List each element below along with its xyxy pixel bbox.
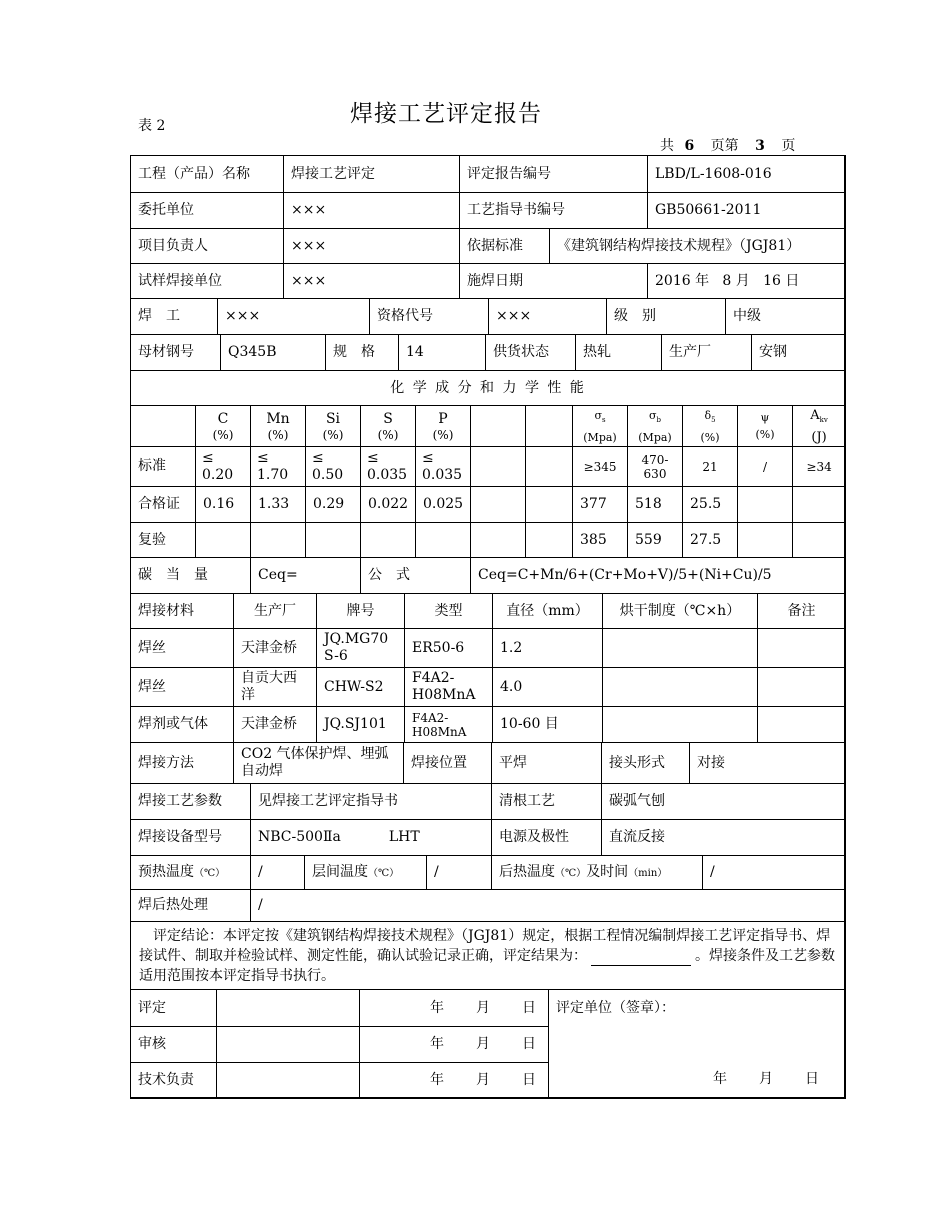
consumable-row-2-material: 焊丝 [131, 668, 234, 707]
certificate-mn: 1.33 [251, 487, 306, 523]
conclusion-cell [131, 922, 846, 990]
evaluation-unit-date [713, 1071, 819, 1088]
params-label: 焊接工艺参数 [131, 784, 251, 820]
certificate-impact [793, 487, 846, 523]
retest-yield: 385 [573, 523, 628, 558]
retest-elongation: 27.5 [683, 523, 738, 558]
unit-label: 试样焊接单位 [131, 264, 284, 299]
signoff-review-signature[interactable] [217, 1027, 360, 1063]
consumables-header-type: 类型 [405, 594, 493, 629]
cert-code-value: ××× [489, 299, 607, 335]
params-value: 见焊接工艺评定指导书 [251, 784, 492, 820]
unit-value: ××× [284, 264, 460, 299]
basis-value: 《建筑钢结构焊接技术规程》（JGJ81） [550, 229, 846, 264]
retest-si [306, 523, 361, 558]
tech-year: 年 [430, 1072, 444, 1088]
chem-mech-table [130, 370, 846, 558]
unit-month: 月 [759, 1071, 773, 1087]
page-count-prefix: 共 [660, 138, 674, 154]
elongation-header [683, 406, 738, 447]
standard-c [196, 447, 251, 487]
level-value: 中级 [726, 299, 846, 335]
welder-value: ××× [218, 299, 370, 335]
postheat-time-unit: （min） [628, 867, 668, 879]
evaluate-day: 日 [522, 999, 536, 1016]
conclusion-result-blank[interactable] [591, 951, 691, 966]
certificate-s: 0.022 [361, 487, 416, 523]
postheat-label-text: 后热温度 [499, 863, 555, 880]
certificate-reduction [738, 487, 793, 523]
consumable-row-2-remark [758, 668, 846, 707]
consumables-header-diameter: 直径（mm） [493, 594, 603, 629]
standard-c-leq: ≤ [202, 449, 214, 466]
retest-tensile: 559 [628, 523, 683, 558]
consumable-row-2-type: F4A2-H08MnA [405, 668, 493, 707]
consumable-row-1-brand: JQ.MG70S-6 [317, 629, 405, 668]
certificate-tensile: 518 [628, 487, 683, 523]
retest-c [196, 523, 251, 558]
method-value: CO2 气体保护焊、埋弧自动焊 [234, 743, 404, 784]
consumable-row-2-maker: 自贡大西洋 [234, 668, 317, 707]
cert-code-label: 资格代号 [370, 299, 489, 335]
sigma-s-unit: (Mpa) [583, 430, 617, 444]
backgouge-value: 碳弧气刨 [602, 784, 846, 820]
psi-unit: (%) [755, 428, 775, 441]
carbon-equivalent-value: Ceq= [251, 558, 361, 594]
signoff-tech-label: 技术负责 [131, 1063, 217, 1099]
standard-mn [251, 447, 306, 487]
wps-no-value: GB50661-2011 [648, 193, 846, 229]
postheat-label [492, 856, 703, 890]
sigma-b-symbol: σ [649, 408, 657, 422]
review-day: 日 [522, 1036, 536, 1052]
certificate-yield: 377 [573, 487, 628, 523]
consumable-row-3-maker: 天津金桥 [234, 707, 317, 743]
retest-mn [251, 523, 306, 558]
position-label: 焊接位置 [404, 743, 492, 784]
consumable-row-1-baking [603, 629, 758, 668]
retest-blank-2 [526, 523, 573, 558]
chem-header-si [306, 406, 361, 447]
position-value: 平焊 [492, 743, 602, 784]
steel-grade-value: Q345B [221, 335, 326, 371]
interpass-label-text: 层间温度 [312, 863, 368, 880]
certificate-row-label: 合格证 [131, 487, 196, 523]
preheat-value: / [251, 856, 305, 890]
impact-energy-header [793, 406, 846, 447]
supply-state-value: 热轧 [576, 335, 662, 371]
parameters-table [130, 783, 846, 856]
interpass-value: / [427, 856, 492, 890]
method-table [130, 742, 846, 784]
si-unit: (%) [322, 427, 344, 442]
info-table [130, 155, 846, 299]
reduction-area-header [738, 406, 793, 447]
retest-row-label: 复验 [131, 523, 196, 558]
supply-state-label: 供货状态 [486, 335, 576, 371]
tensile-strength-header [628, 406, 683, 447]
maker-value: 安钢 [752, 335, 846, 371]
signoff-review-date[interactable] [360, 1027, 549, 1063]
postheat-unit: （℃） [555, 867, 587, 879]
certificate-si: 0.29 [306, 487, 361, 523]
page-number: 3 [755, 138, 765, 154]
basis-label: 依据标准 [460, 229, 550, 264]
pwht-table [130, 889, 846, 922]
review-year: 年 [430, 1036, 444, 1052]
consumable-row-2-diameter: 4.0 [493, 668, 603, 707]
akv-subscript: kv [819, 415, 828, 424]
joint-value: 对接 [690, 743, 846, 784]
temperature-table [130, 855, 846, 890]
delta-subscript: 5 [711, 415, 716, 424]
interpass-unit: （℃） [368, 867, 400, 879]
akv-symbol: A [810, 407, 820, 423]
equipment-label: 焊接设备型号 [131, 820, 251, 856]
consumable-row-1-material: 焊丝 [131, 629, 234, 668]
consumable-row-1-maker: 天津金桥 [234, 629, 317, 668]
consumables-table [130, 593, 846, 743]
page-count-suffix: 页 [781, 138, 796, 154]
total-pages: 6 [684, 138, 695, 154]
chem-header-s [361, 406, 416, 447]
conclusion-text-end: 。焊接条件及工艺参数适用范围按本评定指导书执行。 [139, 947, 835, 984]
weld-date-label: 施焊日期 [460, 264, 648, 299]
chem-header-mn [251, 406, 306, 447]
joint-label: 接头形式 [602, 743, 690, 784]
steel-grade-label: 母材钢号 [131, 335, 221, 371]
conclusion-text: 评定结论：本评定按《建筑钢结构焊接技术规程》（JGJ81）规定，根据工程情况编制焊接工艺评定指导书、焊接试件、制取并检验试样、测定性能，确认试验记录正确，评定结果为： [139, 927, 831, 964]
table-number: 表 2 [138, 118, 166, 134]
signoff-review-label: 审核 [131, 1027, 217, 1063]
formula-label: 公 式 [361, 558, 471, 594]
power-label: 电源及极性 [492, 820, 602, 856]
s-unit: (%) [377, 427, 399, 442]
conclusion-table [130, 921, 846, 990]
certificate-c: 0.16 [196, 487, 251, 523]
retest-blank-1 [471, 523, 526, 558]
si-symbol: Si [325, 410, 341, 427]
standard-s-leq: ≤ [367, 449, 379, 466]
standard-reduction: / [738, 447, 793, 487]
standard-tensile: 470-630 [628, 447, 683, 487]
mn-symbol: Mn [266, 410, 290, 427]
pwht-label: 焊后热处理 [131, 890, 251, 922]
carbon-equivalent-table [130, 557, 846, 594]
evaluate-year: 年 [430, 999, 444, 1016]
standard-c-value: 0.20 [202, 466, 234, 483]
page-title: 焊接工艺评定报告 [350, 101, 542, 127]
signoff-evaluate-signature[interactable] [217, 990, 360, 1027]
consumable-row-3-brand: JQ.SJ101 [317, 707, 405, 743]
consumable-row-3-baking [603, 707, 758, 743]
manager-value: ××× [284, 229, 460, 264]
consumable-row-3-remark [758, 707, 846, 743]
standard-blank-2 [526, 447, 573, 487]
interpass-label [305, 856, 427, 890]
weld-date-value: 2016 年 8 月 16 日 [648, 264, 846, 299]
consumable-row-1-type: ER50-6 [405, 629, 493, 668]
certificate-elongation: 25.5 [683, 487, 738, 523]
tech-month: 月 [476, 1072, 490, 1088]
certificate-blank-2 [526, 487, 573, 523]
wps-no-label: 工艺指导书编号 [460, 193, 648, 229]
report-no-label: 评定报告编号 [460, 156, 648, 193]
signoff-table [130, 989, 846, 1099]
equipment-model: NBC-500Ⅱa [258, 829, 341, 845]
preheat-label [131, 856, 251, 890]
standard-blank-1 [471, 447, 526, 487]
material-table [130, 334, 846, 371]
consumables-header-baking: 烘干制度（℃×h） [603, 594, 758, 629]
p-unit: (%) [432, 427, 454, 442]
standard-p-value: 0.035 [422, 466, 463, 483]
akv-unit: (J) [811, 429, 827, 445]
spec-value: 14 [399, 335, 486, 371]
power-value: 直流反接 [602, 820, 846, 856]
equipment-extra: LHT [388, 829, 420, 845]
consumables-header-remark: 备注 [758, 594, 846, 629]
page-count [660, 135, 795, 155]
consumables-header-brand: 牌号 [317, 594, 405, 629]
tech-day: 日 [522, 1072, 536, 1088]
preheat-label-text: 预热温度 [138, 863, 194, 880]
chem-header-c [196, 406, 251, 447]
sigma-b-unit: (Mpa) [638, 430, 672, 444]
backgouge-label: 清根工艺 [492, 784, 602, 820]
consumables-header-maker: 生产厂 [234, 594, 317, 629]
standard-mn-value: 1.70 [257, 466, 289, 483]
sigma-s-subscript: s [601, 415, 606, 424]
signoff-tech-signature[interactable] [217, 1063, 360, 1099]
delta-unit: (%) [700, 430, 720, 444]
sigma-b-subscript: b [656, 415, 661, 424]
s-symbol: S [383, 410, 393, 427]
consumable-row-1-diameter: 1.2 [493, 629, 603, 668]
standard-row-label: 标准 [131, 447, 196, 487]
evaluation-unit-seal[interactable] [549, 990, 846, 1099]
retest-p [416, 523, 471, 558]
client-label: 委托单位 [131, 193, 284, 229]
formula-value: Ceq=C+Mn/6+(Cr+Mo+V)/5+(Ni+Cu)/5 [471, 558, 846, 594]
consumable-row-3-material: 焊剂或气体 [131, 707, 234, 743]
standard-si-value: 0.50 [312, 466, 344, 483]
manager-label: 项目负责人 [131, 229, 284, 264]
spec-label: 规 格 [326, 335, 399, 371]
standard-yield: ≥345 [573, 447, 628, 487]
postheat-value: / [703, 856, 846, 890]
standard-si [306, 447, 361, 487]
maker-label: 生产厂 [662, 335, 752, 371]
c-symbol: C [217, 410, 229, 427]
c-unit: (%) [212, 427, 234, 442]
method-label: 焊接方法 [131, 743, 234, 784]
retest-reduction [738, 523, 793, 558]
chem-header-p [416, 406, 471, 447]
psi-symbol: ψ [760, 411, 770, 424]
standard-s [361, 447, 416, 487]
retest-s [361, 523, 416, 558]
preheat-unit: （℃） [194, 867, 226, 879]
sigma-s-symbol: σ [594, 408, 602, 422]
consumables-header-material: 焊接材料 [131, 594, 234, 629]
unit-day: 日 [805, 1071, 819, 1087]
certificate-p: 0.025 [416, 487, 471, 523]
chem-corner [131, 406, 196, 447]
welder-label: 焊 工 [131, 299, 218, 335]
standard-s-value: 0.035 [367, 466, 408, 483]
page-count-mid: 页第 [710, 138, 739, 154]
chem-header-blank-2 [526, 406, 573, 447]
mn-unit: (%) [267, 427, 289, 442]
signoff-evaluate-label: 评定 [131, 990, 217, 1027]
standard-impact: ≥34 [793, 447, 846, 487]
client-value: ××× [284, 193, 460, 229]
consumable-row-3-type: F4A2-H08MnA [405, 707, 493, 743]
report-no-value: LBD/L-1608-016 [648, 156, 846, 193]
chem-header-blank-1 [471, 406, 526, 447]
certificate-blank-1 [471, 487, 526, 523]
equipment-value [251, 820, 492, 856]
project-label: 工程（产品）名称 [131, 156, 284, 193]
postheat-time-text: 及时间 [586, 863, 629, 880]
level-label: 级 别 [607, 299, 726, 335]
consumable-row-1-remark [758, 629, 846, 668]
chem-mech-title: 化 学 成 分 和 力 学 性 能 [131, 371, 846, 406]
consumable-row-3-diameter: 10-60 目 [493, 707, 603, 743]
standard-si-leq: ≤ [312, 449, 324, 466]
standard-elongation: 21 [683, 447, 738, 487]
unit-year: 年 [713, 1071, 727, 1087]
carbon-equivalent-label: 碳 当 量 [131, 558, 251, 594]
retest-impact [793, 523, 846, 558]
yield-strength-header [573, 406, 628, 447]
delta-symbol: δ [704, 408, 712, 422]
evaluate-month: 月 [476, 999, 490, 1016]
standard-p-leq: ≤ [422, 449, 434, 466]
review-month: 月 [476, 1036, 490, 1052]
welder-table [130, 298, 846, 335]
consumable-row-2-brand: CHW-S2 [317, 668, 405, 707]
p-symbol: P [438, 410, 448, 427]
standard-mn-leq: ≤ [257, 449, 269, 466]
consumable-row-2-baking [603, 668, 758, 707]
signoff-evaluate-date[interactable] [360, 990, 549, 1027]
standard-p [416, 447, 471, 487]
pwht-value: / [251, 890, 846, 922]
evaluation-unit-label: 评定单位（签章）： [556, 1000, 675, 1016]
signoff-tech-date[interactable] [360, 1063, 549, 1099]
project-value: 焊接工艺评定 [284, 156, 460, 193]
